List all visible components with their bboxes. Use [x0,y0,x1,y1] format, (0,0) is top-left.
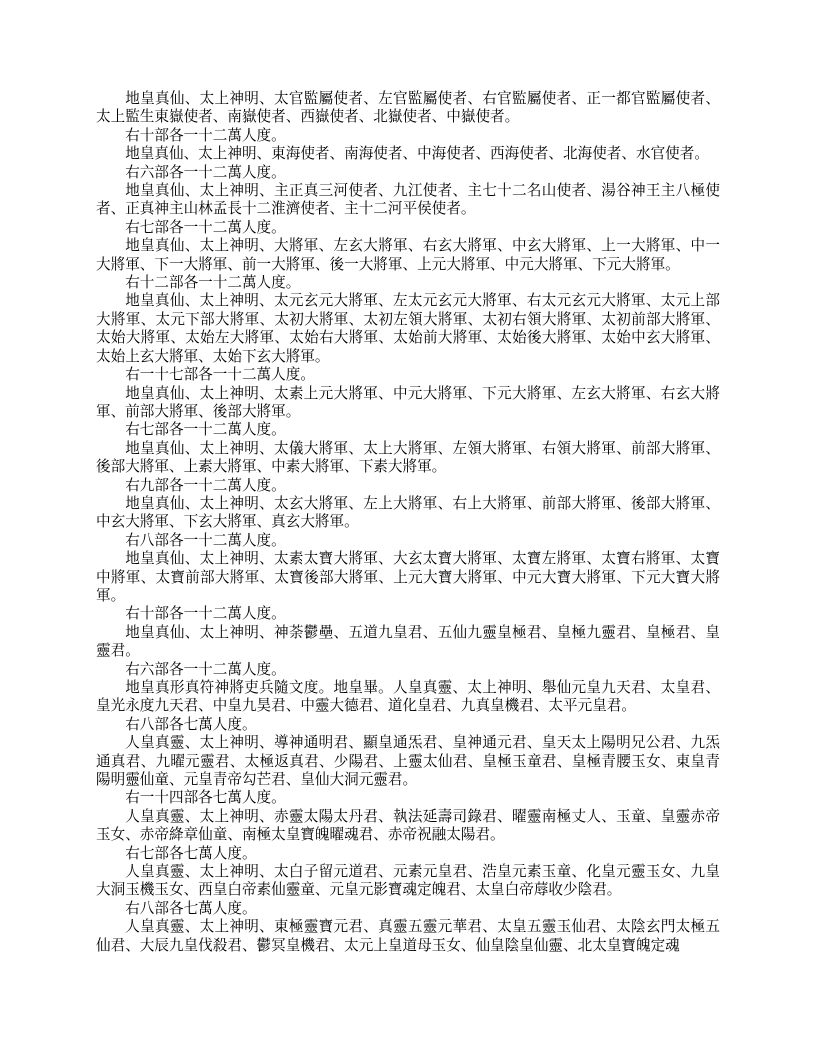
section-transition-paragraph: 地皇真形真符神將吏兵隨文度。地皇畢。人皇真靈、太上神明、舉仙元皇九天君、太皇君、皇光永度九天君、中皇九昊君、中靈大德君、道化皇君、九真皇機君、太平元皇君。 [96,680,720,715]
deity-list-paragraph: 地皇真仙、太上神明、大將軍、左玄大將軍、右玄大將軍、中玄大將軍、上一大將軍、中一大將軍、下一大將軍、前一大將軍、後一大將軍、上元大將軍、中元大將軍、下元大將軍。 [96,238,720,273]
tally-paragraph: 右十部各一十二萬人度。 [125,127,286,144]
tally-paragraph: 右八部各一十二萬人度。 [125,532,286,549]
tally-paragraph: 右六部各一十二萬人度。 [125,164,286,181]
tally-paragraph: 右十二部各一十二萬人度。 [125,275,301,292]
deity-list-paragraph: 地皇真仙、太上神明、太儀大將軍、太上大將軍、左領大將軍、右領大將軍、前部大將軍、後部大將軍、上素大將軍、中素大將軍、下素大將軍。 [96,440,720,476]
tally-paragraph: 右七部各一十二萬人度。 [125,219,286,236]
deity-list-paragraph: 地皇真仙、太上神明、主正真三河使者、九江使者、主七十二名山使者、湯谷神王主八極使者、正真神主山林孟長十二淮濟使者、主十二河平侯使者。 [96,183,720,218]
deity-list-paragraph: 地皇真仙、太上神明、神荼鬱壘、五道九皇君、五仙九靈皇極君、皇極九靈君、皇極君、皇靈君。 [96,624,720,660]
deity-list-paragraph: 人皇真靈、太上神明、太白子留元道君、元素元皇君、浩皇元素玉童、化皇元靈玉女、九皇大洞玉機玉女、西皇白帝素仙靈童、元皇元影寶魂定魄君、太皇白帝蓐收少陰君。 [96,864,720,899]
deity-list-paragraph: 地皇真仙、太上神明、太官監屬使者、左官監屬使者、右官監屬使者、正一都官監屬使者、太上監生東嶽使者、南嶽使者、西嶽使者、北嶽使者、中嶽使者。 [96,91,720,126]
tally-paragraph: 右十部各一十二萬人度。 [125,606,286,623]
deity-list-paragraph: 地皇真仙、太上神明、太元玄元大將軍、左太元玄元大將軍、右太元玄元大將軍、太元上部大將軍、太元下部大將軍、太初大將軍、太初左領大將軍、太初右領大將軍、太初前部大將軍、太始大將軍、太始左大將軍、太始右大將軍、太始前大將軍、太始後大將軍、太始中玄大將軍、太始上玄大將軍、太始下玄大將軍。 [96,293,720,365]
tally-paragraph: 右八部各七萬人度。 [125,716,257,733]
tally-paragraph: 右六部各一十二萬人度。 [125,661,286,678]
deity-list-paragraph: 地皇真仙、太上神明、東海使者、南海使者、中海使者、西海使者、北海使者、水官使者。 [125,146,709,163]
deity-list-paragraph: 地皇真仙、太上神明、太素太寶大將軍、大玄太寶大將軍、太寶左將軍、太寶右將軍、太寶中將軍、太寶前部大將軍、太寶後部大將軍、上元大寶大將軍、中元大寶大將軍、下元大寶大將軍。 [96,551,720,604]
deity-list-paragraph: 地皇真仙、太上神明、太玄大將軍、左上大將軍、右上大將軍、前部大將軍、後部大將軍、中玄大將軍、下玄大將軍、真玄大將軍。 [96,495,720,531]
tally-paragraph: 右一十七部各一十二萬人度。 [125,367,315,384]
deity-list-paragraph: 地皇真仙、太上神明、太素上元大將軍、中元大將軍、下元大將軍、左玄大將軍、右玄大將軍、前部大將軍、後部大將軍。 [96,385,720,420]
deity-list-paragraph: 人皇真靈、太上神明、東極靈寶元君、真靈五靈元華君、太皇五靈玉仙君、太陰玄門太極五仙君、大辰九皇伐殺君、鬱冥皇機君、太元上皇道母玉女、仙皇陰皇仙靈、北太皇寶魄定魂 [96,919,720,954]
deity-list-paragraph: 人皇真靈、太上神明、導神通明君、顯皇通炁君、皇神通元君、皇天太上陽明兄公君、九炁通真君、九曜元靈君、太極返真君、少陽君、上靈太仙君、皇極玉童君、皇極青腰玉女、東皇青陽明靈仙童、元皇青帝勾芒君、皇仙大洞元靈君。 [96,735,720,789]
tally-paragraph: 右一十四部各七萬人度。 [125,790,286,807]
tally-paragraph: 右八部各七萬人度。 [125,900,257,917]
tally-paragraph: 右七部各七萬人度。 [125,845,257,862]
tally-paragraph: 右七部各一十二萬人度。 [125,422,286,439]
deity-list-paragraph: 人皇真靈、太上神明、赤靈太陽太丹君、執法延壽司錄君、曜靈南極丈人、玉童、皇靈赤帝玉女、赤帝絳章仙童、南極太皇寶魄曜魂君、赤帝祝融太陽君。 [96,808,720,844]
tally-paragraph: 右九部各一十二萬人度。 [125,477,286,494]
